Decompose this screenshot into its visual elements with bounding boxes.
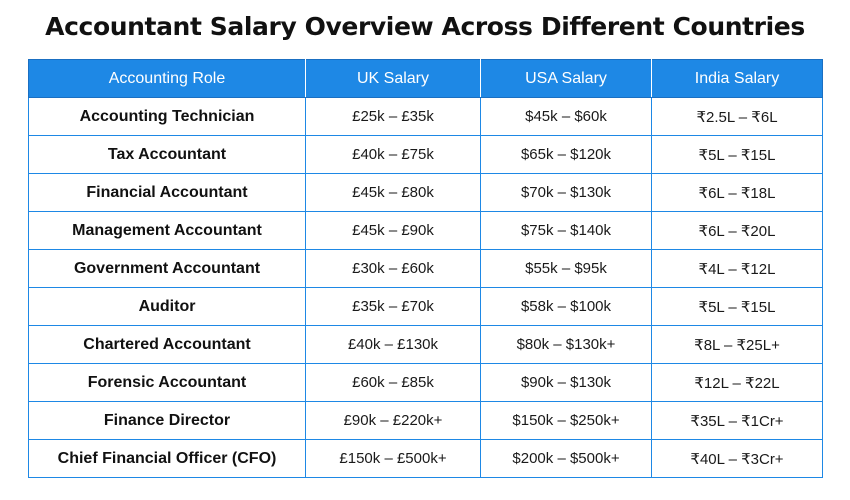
role-cell: Management Accountant (29, 212, 306, 250)
uk-salary-cell: £45k – £90k (306, 212, 481, 250)
table-row (29, 98, 823, 136)
role-cell: Chief Financial Officer (CFO) (29, 440, 306, 478)
role-cell: Forensic Accountant (29, 364, 306, 402)
uk-salary-cell: £35k – £70k (306, 288, 481, 326)
table-row (29, 288, 823, 326)
role-cell: Finance Director (29, 402, 306, 440)
usa-salary-cell: $75k – $140k (481, 212, 652, 250)
table-header-row (29, 60, 823, 98)
uk-salary-cell: £150k – £500k+ (306, 440, 481, 478)
table-row (29, 212, 823, 250)
table-row (29, 364, 823, 402)
table-row (29, 326, 823, 364)
india-salary-cell: ₹4L – ₹12L (652, 250, 823, 288)
usa-salary-cell: $58k – $100k (481, 288, 652, 326)
usa-salary-cell: $90k – $130k (481, 364, 652, 402)
usa-salary-cell: $55k – $95k (481, 250, 652, 288)
role-cell: Government Accountant (29, 250, 306, 288)
india-salary-cell: ₹12L – ₹22L (652, 364, 823, 402)
role-cell: Financial Accountant (29, 174, 306, 212)
table-row (29, 174, 823, 212)
header-accounting-role: Accounting Role (29, 60, 306, 98)
table-row (29, 402, 823, 440)
role-cell: Chartered Accountant (29, 326, 306, 364)
india-salary-cell: ₹6L – ₹18L (652, 174, 823, 212)
role-cell: Auditor (29, 288, 306, 326)
uk-salary-cell: £30k – £60k (306, 250, 481, 288)
usa-salary-cell: $65k – $120k (481, 136, 652, 174)
india-salary-cell: ₹6L – ₹20L (652, 212, 823, 250)
usa-salary-cell: $45k – $60k (481, 98, 652, 136)
table-row (29, 250, 823, 288)
uk-salary-cell: £25k – £35k (306, 98, 481, 136)
uk-salary-cell: £60k – £85k (306, 364, 481, 402)
india-salary-cell: ₹35L – ₹1Cr+ (652, 402, 823, 440)
salary-table (28, 59, 823, 478)
usa-salary-cell: $200k – $500k+ (481, 440, 652, 478)
uk-salary-cell: £40k – £75k (306, 136, 481, 174)
usa-salary-cell: $80k – $130k+ (481, 326, 652, 364)
india-salary-cell: ₹5L – ₹15L (652, 136, 823, 174)
usa-salary-cell: $150k – $250k+ (481, 402, 652, 440)
usa-salary-cell: $70k – $130k (481, 174, 652, 212)
uk-salary-cell: £45k – £80k (306, 174, 481, 212)
salary-table-container (28, 59, 822, 478)
india-salary-cell: ₹5L – ₹15L (652, 288, 823, 326)
uk-salary-cell: £40k – £130k (306, 326, 481, 364)
india-salary-cell: ₹2.5L – ₹6L (652, 98, 823, 136)
uk-salary-cell: £90k – £220k+ (306, 402, 481, 440)
india-salary-cell: ₹40L – ₹3Cr+ (652, 440, 823, 478)
table-row (29, 136, 823, 174)
page-title: Accountant Salary Overview Across Different Countries (45, 12, 805, 41)
header-usa-salary: USA Salary (481, 60, 652, 98)
role-cell: Tax Accountant (29, 136, 306, 174)
table-row (29, 440, 823, 478)
india-salary-cell: ₹8L – ₹25L+ (652, 326, 823, 364)
header-india-salary: India Salary (652, 60, 823, 98)
role-cell: Accounting Technician (29, 98, 306, 136)
header-uk-salary: UK Salary (306, 60, 481, 98)
